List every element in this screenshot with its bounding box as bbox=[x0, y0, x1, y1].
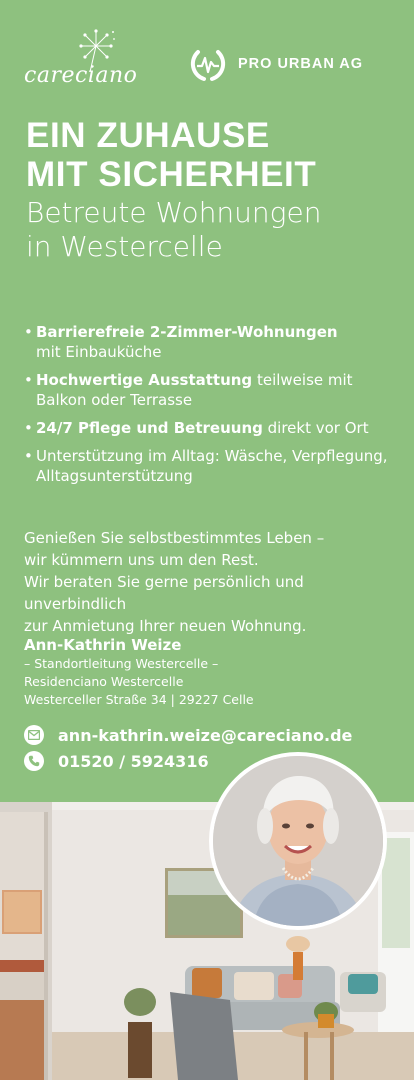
feature-text: Unterstützung im Alltag: Wäsche, Verpflegung, bbox=[36, 447, 388, 465]
intro-line: zur Anmietung Ihrer neuen Wohnung. bbox=[24, 617, 307, 635]
feature-text: teilweise mit bbox=[252, 371, 353, 389]
pulse-circle-icon bbox=[188, 44, 228, 84]
intro-line: wir kümmern uns um den Rest. bbox=[24, 551, 259, 569]
prourban-wordmark: PRO URBAN AG bbox=[238, 56, 364, 72]
contact-org: Residenciano Westercelle bbox=[24, 674, 184, 689]
feature-bold: Hochwertige Ausstattung bbox=[36, 371, 253, 389]
subheadline bbox=[26, 196, 404, 264]
careciano-wordmark: careciano bbox=[24, 63, 138, 88]
feature-bold: 24/7 Pflege und Betreuung bbox=[36, 419, 263, 437]
intro-line: Wir beraten Sie gerne persönlich und unverbindlich bbox=[24, 573, 304, 613]
feature-item bbox=[24, 370, 400, 410]
feature-line2: Alltagsunterstützung bbox=[36, 467, 193, 485]
logo-bar bbox=[0, 24, 414, 94]
subheadline-line-1: Betreute Wohnungen bbox=[26, 196, 322, 229]
headline-line-1: EIN ZUHAUSE bbox=[26, 116, 270, 155]
feature-item bbox=[24, 322, 400, 362]
contact-address: Westerceller Straße 34 | 29227 Celle bbox=[24, 692, 254, 707]
contact-block bbox=[24, 635, 400, 709]
feature-line2: Balkon oder Terrasse bbox=[36, 391, 193, 409]
intro-text bbox=[24, 527, 400, 637]
email-link[interactable] bbox=[24, 722, 352, 748]
feature-item bbox=[24, 446, 400, 486]
subheadline-line-2: in Westercelle bbox=[26, 230, 223, 263]
feature-list bbox=[24, 322, 400, 494]
phone-number[interactable]: 01520 / 5924316 bbox=[58, 751, 209, 771]
headline-line-2: MIT SICHERHEIT bbox=[26, 155, 317, 194]
email-address[interactable]: ann-kathrin.weize@careciano.de bbox=[58, 725, 353, 745]
feature-bold: Barrierefreie 2-Zimmer-Wohnungen bbox=[36, 323, 338, 341]
prourban-logo bbox=[188, 44, 363, 84]
intro-line: Genießen Sie selbstbestimmtes Leben – bbox=[24, 529, 325, 547]
feature-item bbox=[24, 418, 400, 438]
phone-icon bbox=[24, 751, 44, 771]
headline bbox=[26, 116, 404, 264]
feature-line2: mit Einbauküche bbox=[36, 343, 162, 361]
envelope-icon bbox=[24, 725, 44, 745]
contact-role: – Standortleitung Westercelle – bbox=[24, 656, 219, 671]
feature-text: direkt vor Ort bbox=[262, 419, 369, 437]
careciano-logo bbox=[24, 28, 154, 90]
contact-name: Ann-Kathrin Weize bbox=[24, 636, 182, 654]
contact-portrait bbox=[209, 752, 387, 930]
